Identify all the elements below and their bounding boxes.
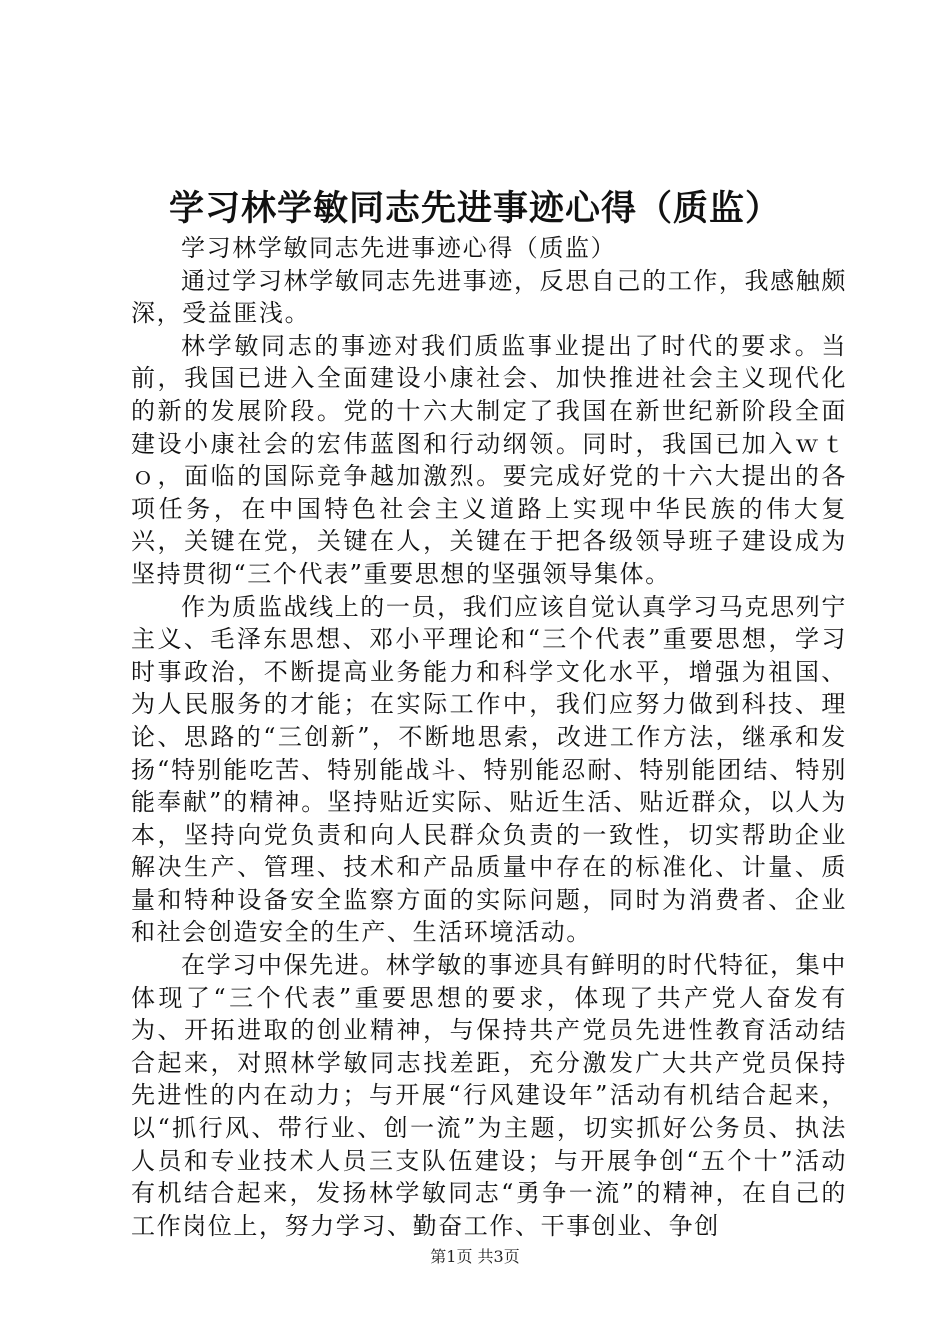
subtitle-paragraph: 学习林学敏同志先进事迹心得（质监） <box>181 234 617 262</box>
body-paragraph: 林学敏同志的事迹对我们质监事业提出了时代的要求。当前，我国已进入全面建设小康社会、加快推进社会主义现代化的新的发展阶段。党的十六大制定了我国在新世纪新阶段全面建设小康社会的宏伟蓝图和行动纲领。同时，我国已加入ｗｔｏ，面临的国际竞争越加激烈。要完成好党的十六大提出的各项任务，在中国特色社会主义道路上实现中华民族的伟大复兴，关键在党，关键在人，关键在于把各级领导班子建设成为坚持贯彻“三个代表”重要思想的坚强领导集体。 <box>131 331 847 588</box>
document-body <box>131 232 847 1242</box>
body-paragraph: 在学习中保先进。林学敏的事迹具有鲜明的时代特征，集中体现了“三个代表”重要思想的要求，体现了共产党人奋发有为、开拓进取的创业精神，与保持共产党员先进性教育活动结合起来，对照林学敏同志找差距，充分激发广大共产党员保持先进性的内在动力；与开展“行风建设年”活动有机结合起来，以“抓行风、带行业、创一流”为主题，切实抓好公务员、执法人员和专业技术人员三支队伍建设；与开展争创“五个十”活动有机结合起来，发扬林学敏同志“勇争一流”的精神，在自己的工作岗位上，努力学习、勤奋工作、干事创业、争创 <box>131 951 847 1240</box>
body-paragraph: 通过学习林学敏同志先进事迹，反思自己的工作，我感触颇深，受益匪浅。 <box>131 266 847 328</box>
page-footer: 第1页 共3页 <box>430 1247 520 1266</box>
document-title: 学习林学敏同志先进事迹心得（质监） <box>168 188 781 229</box>
body-paragraph: 作为质监战线上的一员，我们应该自觉认真学习马克思列宁主义、毛泽东思想、邓小平理论和“三个代表”重要思想，学习时事政治，不断提高业务能力和科学文化水平，增强为祖国、为人民服务的才能；在实际工作中，我们应努力做到科技、理论、思路的“三创新”，不断地思索，改进工作方法，继承和发扬“特别能吃苦、特别能战斗、特别能忍耐、特别能团结、特别能奉献”的精神。坚持贴近实际、贴近生活、贴近群众，以人为本，坚持向党负责和向人民群众负责的一致性，切实帮助企业解决生产、管理、技术和产品质量中存在的标准化、计量、质量和特种设备安全监察方面的实际问题，同时为消费者、企业和社会创造安全的生产、生活环境活动。 <box>131 592 847 947</box>
